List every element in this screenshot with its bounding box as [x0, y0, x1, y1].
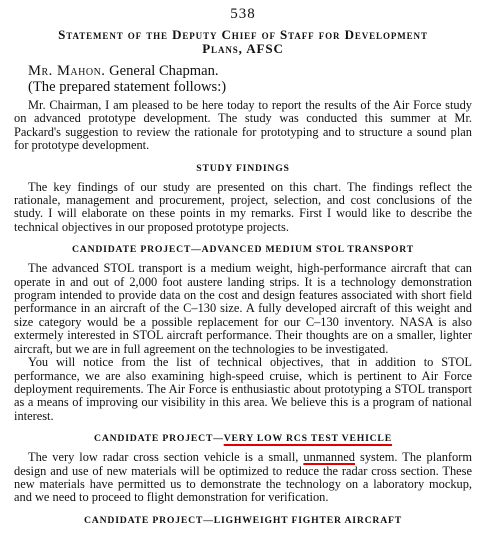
rcs-unmanned-underlined: unmanned: [303, 450, 355, 465]
stol-paragraph-1: The advanced STOL transport is a medium weight, high-performance aircraft that can operate in and out of 2,000 foot austere landing strips. It is a technology demonstration program intended to provide data on the cost and design features associated with short field performance in an aircraft of the C–130 size. A fully developed aircraft of this weight and size category would be a possible replacement for our C–130 inventory. NASA is also extermely interested in STOL aircraft performance. Their thoughts are on a smaller, lighter aircraft, but we are in full agreement on the technologies to be investigated.: [14, 261, 472, 356]
heading-rcs-vehicle: [14, 433, 472, 444]
heading-lightweight-fighter: [14, 515, 472, 526]
heading-rcs-prefix: CANDIDATE PROJECT—: [94, 433, 224, 445]
heading-fighter-name: LIGHWEIGHT FIGHTER AIRCRAFT: [213, 514, 402, 526]
heading-rcs-name-underlined: VERY LOW RCS TEST VEHICLE: [223, 433, 392, 445]
opening-paragraph: Mr. Chairman, I am pleased to be here today to report the results of the Air Force study on advanced prototype development. The study was conducted this summer at Mr. Packard's suggestion to review the rationale for prototyping and to structure a sound plan for prototype development.: [14, 98, 472, 153]
page-number: 538: [230, 6, 256, 22]
stol-paragraph-2: You will notice from the list of technical objectives, that in addition to STOL performance, we are also examining high-speed cruise, which is pertinent to Air Force deployment requirements. The Air Force is enthusiastic about prototyping a STOL transport as a means of improving our visibility in this area. We believe this is a program of national interest.: [14, 355, 472, 423]
intro-block: [14, 64, 472, 95]
rcs-paragraph: [14, 451, 472, 505]
statement-title-line-1: Statement of the Deputy Chief of Staff for Development: [58, 27, 428, 42]
document-page: [14, 6, 472, 533]
statement-title-line-2: Plans, AFSC: [202, 41, 284, 56]
heading-stol-name: ADVANCED MEDIUM STOL TRANSPORT: [201, 244, 414, 256]
heading-study-findings: STUDY FINDINGS: [196, 162, 290, 174]
prepared-statement-note: (The prepared statement follows:): [28, 78, 227, 95]
rcs-text-before: The very low radar cross section vehicle is a small,: [28, 450, 304, 465]
heading-stol-transport: [14, 244, 472, 255]
speaker-name: Mr. Mahon.: [28, 63, 106, 79]
heading-fighter-prefix: CANDIDATE PROJECT—: [84, 514, 214, 526]
heading-stol-prefix: CANDIDATE PROJECT—: [72, 244, 202, 256]
intro-speaker-line: [14, 64, 472, 80]
statement-title: [14, 28, 472, 56]
speaker-remark: General Chapman.: [105, 63, 219, 79]
findings-paragraph: The key findings of our study are presented on this chart. The findings reflect the rationale, management and procurement, project, selection, and cost conclusions of the study. I will elaborate on these points in my remarks. First I would like to describe the technical objectives in our proposed prototype projects.: [14, 179, 472, 234]
rcs-text-after: system. The planform design and use of new materials will be optimized to reduce the radar cross section. These new materials have permitted us to demonstrate the technology on a laboratory mockup, and we need to proceed to flight demonstration for verification.: [14, 450, 472, 505]
